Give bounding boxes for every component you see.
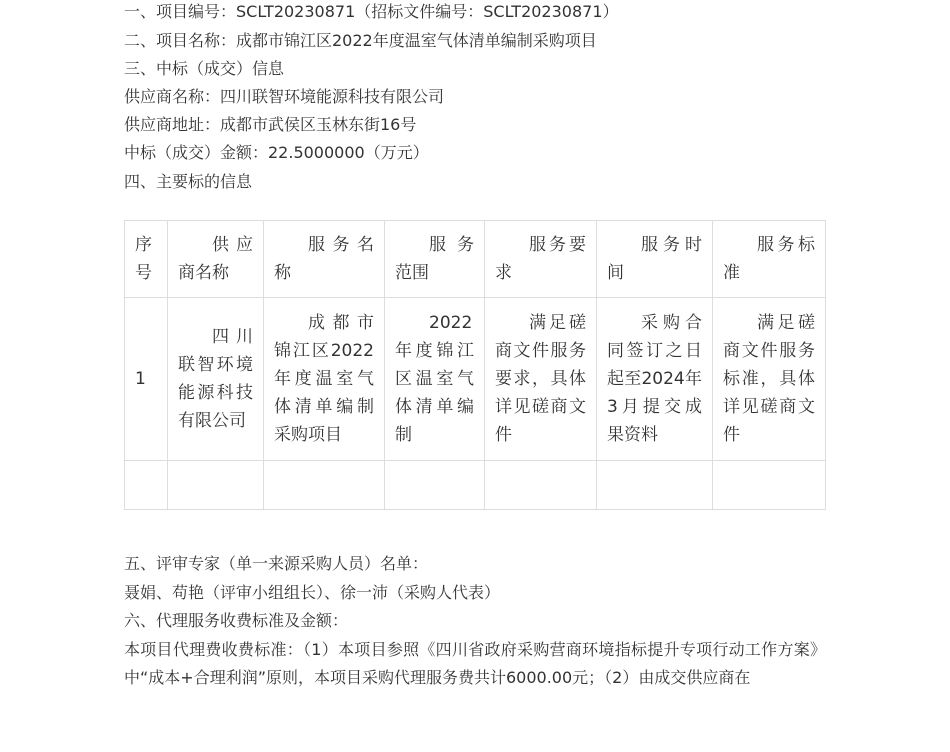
table-cell bbox=[713, 461, 826, 510]
table-row bbox=[125, 298, 826, 461]
section-main-items: 四、主要标的信息 bbox=[124, 172, 253, 191]
agency-fee-paragraph: 本项目代理费收费标准：（1）本项目参照《四川省政府采购营商环境指标提升专项行动工作方案》中“成本+合理利润”原则，本项目采购代理服务费共计6000.00元；（2）由成交供应商在 bbox=[124, 640, 826, 687]
header-cell: 服务时间 bbox=[597, 221, 713, 298]
table-cell bbox=[264, 461, 385, 510]
table-cell bbox=[125, 461, 168, 510]
supplier-address: 供应商地址：成都市武侯区玉林东街16号 bbox=[124, 115, 417, 134]
header-cell: 序号 bbox=[125, 221, 168, 298]
experts-list: 聂娟、苟艳（评审小组组长）、徐一沛（采购人代表） bbox=[124, 583, 501, 602]
table-cell: 1 bbox=[125, 298, 168, 461]
table-cell bbox=[597, 461, 713, 510]
table-cell bbox=[485, 461, 597, 510]
table-cell: 采购合同签订之日起至2024年3月提交成果资料 bbox=[597, 298, 713, 461]
table-cell: 满足磋商文件服务要求，具体详见磋商文件 bbox=[485, 298, 597, 461]
section-agency-fee: 六、代理服务收费标准及金额： bbox=[124, 611, 349, 630]
project-number: 一、项目编号：SCLT20230871（招标文件编号：SCLT20230871） bbox=[124, 2, 619, 21]
section-award-info: 三、中标（成交）信息 bbox=[124, 59, 285, 78]
table-cell: 2022年度锦江区温室气体清单编制 bbox=[385, 298, 485, 461]
award-amount: 中标（成交）金额：22.5000000（万元） bbox=[124, 143, 429, 162]
main-items-table bbox=[124, 220, 826, 510]
table-cell: 四川联智环境能源科技有限公司 bbox=[168, 298, 264, 461]
table-row-empty bbox=[125, 461, 826, 510]
table-cell: 成都市锦江区2022年度温室气体清单编制采购项目 bbox=[264, 298, 385, 461]
header-cell: 服务名称 bbox=[264, 221, 385, 298]
header-cell: 服务标准 bbox=[713, 221, 826, 298]
header-cell: 服务范围 bbox=[385, 221, 485, 298]
project-name: 二、项目名称：成都市锦江区2022年度温室气体清单编制采购项目 bbox=[124, 31, 597, 50]
section-experts: 五、评审专家（单一来源采购人员）名单： bbox=[124, 554, 429, 573]
header-cell: 供应商名称 bbox=[168, 221, 264, 298]
table-cell: 满足磋商文件服务标准，具体详见磋商文件 bbox=[713, 298, 826, 461]
table-header-row bbox=[125, 221, 826, 298]
table-cell bbox=[168, 461, 264, 510]
supplier-name: 供应商名称：四川联智环境能源科技有限公司 bbox=[124, 87, 445, 106]
table-cell bbox=[385, 461, 485, 510]
header-cell: 服务要求 bbox=[485, 221, 597, 298]
